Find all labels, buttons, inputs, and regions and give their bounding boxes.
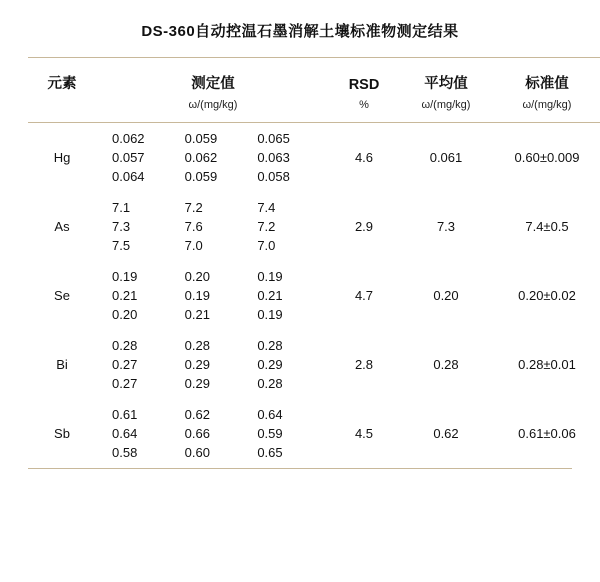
measured-value: 0.062	[184, 150, 218, 165]
measured-value: 0.19	[257, 269, 283, 284]
column-unit-element	[28, 94, 96, 123]
column-unit-measured: ω/(mg/kg)	[96, 94, 330, 123]
table-row	[28, 123, 600, 193]
table-row	[28, 330, 600, 399]
table-row	[28, 192, 600, 261]
measured-value: 7.0	[257, 238, 276, 253]
column-unit-rsd: %	[330, 94, 398, 123]
table-header-row-units	[28, 94, 600, 123]
measured-value: 7.2	[184, 200, 203, 215]
measured-value: 0.057	[112, 150, 145, 165]
measured-value: 0.28	[257, 376, 283, 391]
cell-element: Sb	[54, 426, 70, 441]
measured-value: 0.28	[257, 338, 283, 353]
column-unit-standard: ω/(mg/kg)	[494, 94, 600, 123]
column-header-measured: 测定值	[96, 58, 330, 95]
measured-value: 0.064	[112, 169, 145, 184]
cell-average: 0.20	[433, 288, 459, 303]
column-header-rsd: RSD	[330, 58, 398, 95]
measured-grid	[96, 405, 330, 462]
measured-value: 0.64	[257, 407, 283, 422]
cell-rsd: 2.8	[354, 357, 374, 372]
measured-value: 0.065	[257, 131, 290, 146]
table-row	[28, 399, 600, 468]
measured-value: 0.21	[112, 288, 138, 303]
cell-element: Hg	[53, 150, 71, 165]
column-header-element: 元素	[28, 58, 96, 95]
cell-measured-values	[96, 330, 330, 399]
cell-rsd: 4.6	[354, 150, 374, 165]
measured-value: 0.29	[184, 357, 210, 372]
measured-value: 0.29	[257, 357, 283, 372]
measured-value: 0.063	[257, 150, 290, 165]
column-header-standard: 标准值	[494, 58, 600, 95]
measured-value: 7.4	[257, 200, 276, 215]
table-bottom-rule	[28, 468, 572, 469]
measured-value: 0.20	[184, 269, 210, 284]
measured-value: 0.60	[184, 445, 210, 460]
measured-value: 0.058	[257, 169, 290, 184]
measured-value: 0.27	[112, 376, 138, 391]
measured-value: 0.059	[184, 131, 218, 146]
measured-grid	[96, 267, 330, 324]
measured-value: 0.58	[112, 445, 138, 460]
measured-value: 0.28	[184, 338, 210, 353]
measured-value: 0.21	[257, 288, 283, 303]
measured-grid	[96, 129, 330, 186]
measured-grid	[96, 198, 330, 255]
measured-value: 0.059	[184, 169, 218, 184]
results-table	[28, 57, 600, 468]
measured-value: 7.5	[112, 238, 131, 253]
measured-value: 7.0	[184, 238, 203, 253]
column-unit-average: ω/(mg/kg)	[398, 94, 494, 123]
cell-average: 0.62	[433, 426, 459, 441]
measured-value: 0.66	[184, 426, 210, 441]
table-header	[28, 58, 600, 123]
measured-value: 0.28	[112, 338, 138, 353]
cell-element: As	[54, 219, 70, 234]
cell-standard: 0.60±0.009	[514, 150, 580, 165]
column-header-average: 平均值	[398, 58, 494, 95]
measured-value: 0.65	[257, 445, 283, 460]
cell-standard: 0.61±0.06	[518, 426, 576, 441]
measured-value: 7.3	[112, 219, 131, 234]
measured-value: 0.61	[112, 407, 138, 422]
cell-standard: 0.28±0.01	[518, 357, 576, 372]
measured-value: 0.19	[112, 269, 138, 284]
cell-average: 7.3	[436, 219, 456, 234]
cell-average: 0.28	[433, 357, 459, 372]
measured-value: 7.1	[112, 200, 131, 215]
measured-value: 0.21	[184, 307, 210, 322]
measured-value: 0.27	[112, 357, 138, 372]
measured-value: 0.62	[184, 407, 210, 422]
cell-measured-values	[96, 399, 330, 468]
measured-value: 0.19	[257, 307, 283, 322]
table-header-row-main	[28, 58, 600, 95]
cell-element: Bi	[56, 357, 68, 372]
measured-value: 0.19	[184, 288, 210, 303]
measured-value: 0.20	[112, 307, 138, 322]
cell-standard: 7.4±0.5	[525, 219, 569, 234]
cell-rsd: 4.7	[354, 288, 374, 303]
cell-measured-values	[96, 192, 330, 261]
measured-value: 7.2	[257, 219, 276, 234]
measured-value: 7.6	[184, 219, 203, 234]
measured-value: 0.29	[184, 376, 210, 391]
measured-grid	[96, 336, 330, 393]
table-row	[28, 261, 600, 330]
cell-standard: 0.20±0.02	[518, 288, 576, 303]
cell-element: Se	[54, 288, 70, 303]
measured-value: 0.062	[112, 131, 145, 146]
table-body	[28, 123, 600, 469]
cell-rsd: 4.5	[354, 426, 374, 441]
cell-measured-values	[96, 123, 330, 193]
cell-rsd: 2.9	[354, 219, 374, 234]
cell-measured-values	[96, 261, 330, 330]
measured-value: 0.59	[257, 426, 283, 441]
measured-value: 0.64	[112, 426, 138, 441]
page-title: DS-360自动控温石墨消解土壤标准物测定结果	[141, 23, 459, 40]
cell-average: 0.061	[429, 150, 463, 165]
